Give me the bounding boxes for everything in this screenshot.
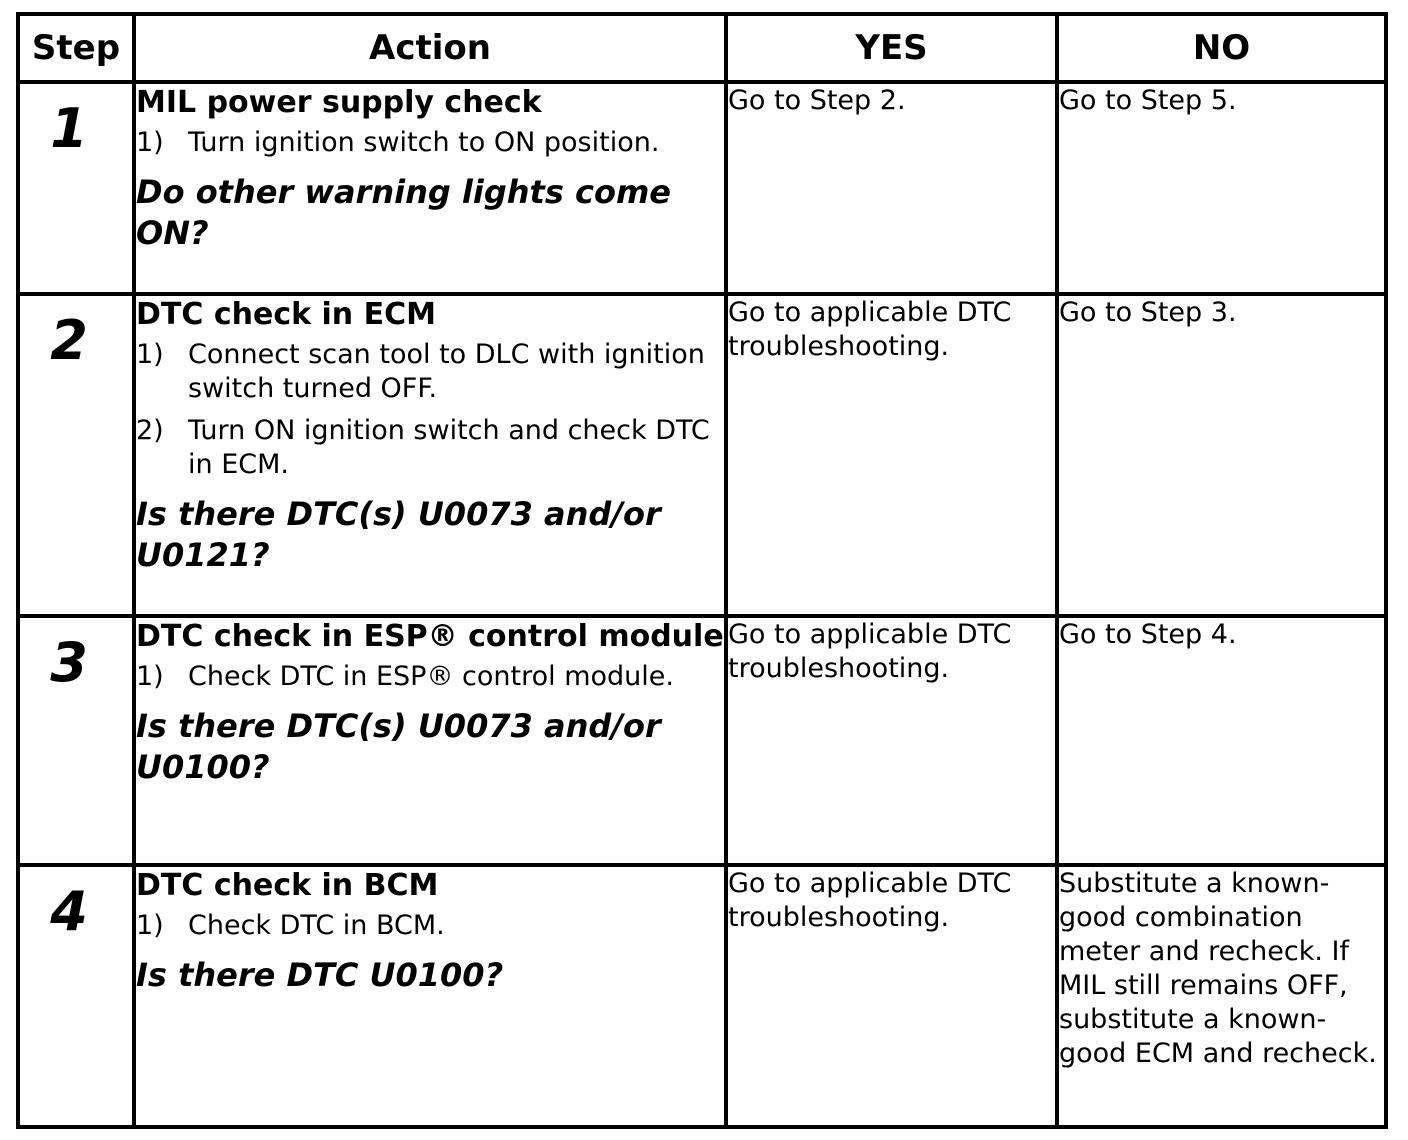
header-step: Step bbox=[18, 14, 134, 82]
step-number: 1 bbox=[50, 97, 88, 160]
troubleshooting-table bbox=[16, 12, 1388, 1129]
yes-cell: Go to applicable DTC troubleshooting. bbox=[726, 865, 1057, 1127]
action-step-number: 1) bbox=[136, 127, 164, 158]
no-cell: Go to Step 3. bbox=[1057, 294, 1386, 616]
action-step-text: Connect scan tool to DLC with ignition switch turned OFF. bbox=[188, 339, 705, 404]
action-steps bbox=[136, 909, 724, 943]
action-step-text: Check DTC in ESP® control module. bbox=[188, 661, 674, 692]
yes-cell: Go to Step 2. bbox=[726, 82, 1057, 294]
step-number: 4 bbox=[50, 880, 88, 943]
action-step-text: Turn ignition switch to ON position. bbox=[188, 127, 660, 158]
action-cell bbox=[134, 82, 726, 294]
action-question: Is there DTC(s) U0073 and/or U0121? bbox=[136, 495, 661, 574]
table-row bbox=[18, 865, 1386, 1127]
action-step-number: 1) bbox=[136, 339, 164, 370]
no-cell: Go to Step 5. bbox=[1057, 82, 1386, 294]
header-no: NO bbox=[1057, 14, 1386, 82]
action-question: Is there DTC(s) U0073 and/or U0100? bbox=[136, 707, 661, 786]
no-cell: Substitute a known-good combination meter and recheck. If MIL still remains OFF, substitute a known-good ECM and recheck. bbox=[1057, 865, 1386, 1127]
action-title: DTC check in BCM bbox=[136, 868, 439, 903]
action-steps bbox=[136, 338, 724, 482]
action-question: Is there DTC U0100? bbox=[136, 956, 504, 994]
step-number: 3 bbox=[50, 631, 88, 694]
action-step-text: Check DTC in BCM. bbox=[188, 910, 445, 941]
action-step-item bbox=[136, 909, 724, 943]
no-cell: Go to Step 4. bbox=[1057, 616, 1386, 865]
action-step-item bbox=[136, 338, 724, 406]
step-cell bbox=[18, 616, 134, 865]
action-steps bbox=[136, 126, 724, 160]
action-step-item bbox=[136, 660, 724, 694]
header-row bbox=[18, 14, 1386, 82]
header-yes: YES bbox=[726, 14, 1057, 82]
table-row bbox=[18, 616, 1386, 865]
yes-cell: Go to applicable DTC troubleshooting. bbox=[726, 294, 1057, 616]
action-steps bbox=[136, 660, 724, 694]
action-step-number: 2) bbox=[136, 415, 164, 446]
action-step-number: 1) bbox=[136, 661, 164, 692]
action-step-number: 1) bbox=[136, 910, 164, 941]
step-cell bbox=[18, 294, 134, 616]
step-number: 2 bbox=[50, 309, 88, 372]
action-step-text: Turn ON ignition switch and check DTC in ECM. bbox=[188, 415, 710, 480]
action-cell bbox=[134, 865, 726, 1127]
action-title: MIL power supply check bbox=[136, 85, 542, 120]
step-cell bbox=[18, 865, 134, 1127]
table-row bbox=[18, 82, 1386, 294]
yes-cell: Go to applicable DTC troubleshooting. bbox=[726, 616, 1057, 865]
header-action: Action bbox=[134, 14, 726, 82]
action-title: DTC check in ESP® control module bbox=[136, 619, 724, 654]
action-title: DTC check in ECM bbox=[136, 297, 436, 332]
action-cell bbox=[134, 616, 726, 865]
step-cell bbox=[18, 82, 134, 294]
action-step-item bbox=[136, 126, 724, 160]
table-row bbox=[18, 294, 1386, 616]
action-cell bbox=[134, 294, 726, 616]
action-step-item bbox=[136, 414, 724, 482]
action-question: Do other warning lights come ON? bbox=[136, 173, 671, 252]
